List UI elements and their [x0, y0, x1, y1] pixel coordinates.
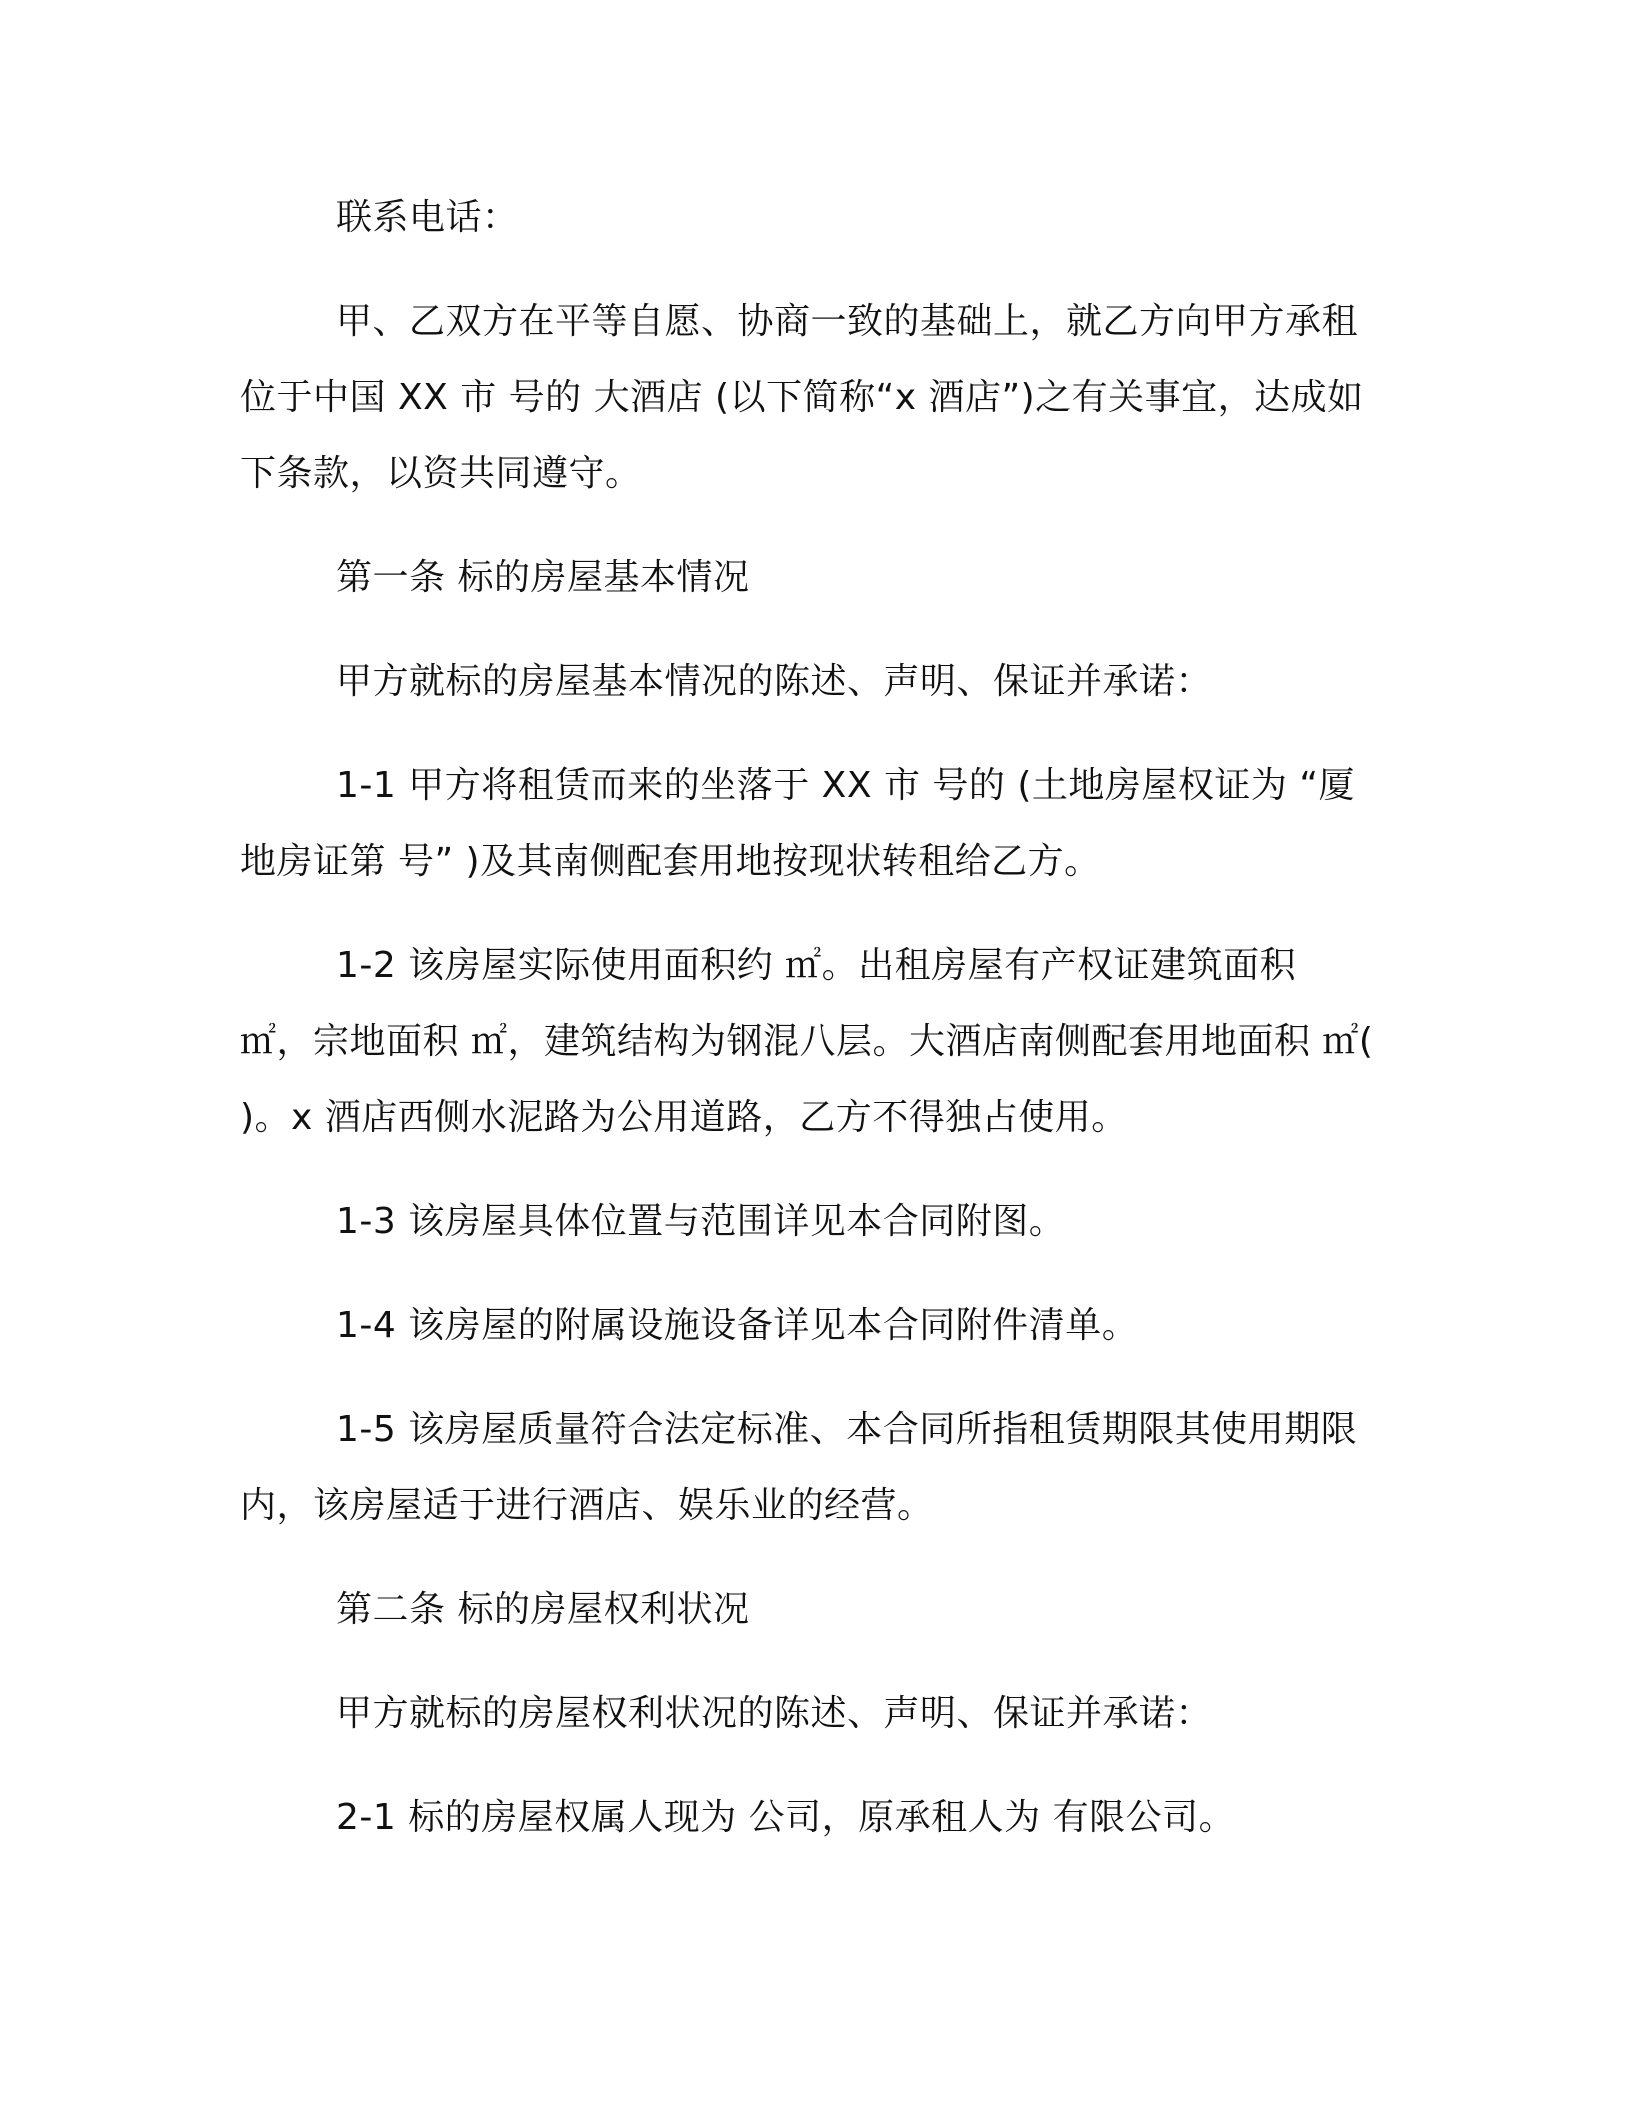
- contact-phone-line: 联系电话：: [336, 197, 519, 238]
- article-1-lead: 甲方就标的房屋基本情况的陈述、声明、保证并承诺：: [336, 661, 1213, 702]
- clause-2-1: 2-1 标的房屋权属人现为 公司，原承租人为 有限公司。: [336, 1797, 1236, 1838]
- clause-1-5: 1-5 该房屋质量符合法定标准、本合同所指租赁期限其使用期限内，该房屋适于进行酒店、娱乐业的经营。: [240, 1409, 1358, 1526]
- clause-1-4: 1-4 该房屋的附属设施设备详见本合同附件清单。: [336, 1305, 1139, 1346]
- clause-1-3: 1-3 该房屋具体位置与范围详见本合同附图。: [336, 1201, 1066, 1242]
- document-body: [240, 180, 1380, 1884]
- clause-1-2: 1-2 该房屋实际使用面积约 ㎡。出租房屋有产权证建筑面积 ㎡，宗地面积 ㎡，建筑结构为钢混八层。大酒店南侧配套用地面积 ㎡( )。x 酒店西侧水泥路为公用道路，乙方不得独占使用。: [240, 945, 1374, 1138]
- article-2-title: 第二条 标的房屋权利状况: [336, 1589, 750, 1630]
- clause-1-1: 1-1 甲方将租赁而来的坐落于 XX 市 号的 (土地房屋权证为 “厦地房证第 号” )及其南侧配套用地按现状转租给乙方。: [240, 765, 1355, 882]
- article-1-title: 第一条 标的房屋基本情况: [336, 557, 750, 598]
- intro-paragraph: 甲、乙双方在平等自愿、协商一致的基础上，就乙方向甲方承租位于中国 XX 市 号的 大酒店 (以下简称“x 酒店”)之有关事宜，达成如下条款，以资共同遵守。: [240, 301, 1364, 494]
- article-2-lead: 甲方就标的房屋权利状况的陈述、声明、保证并承诺：: [336, 1693, 1213, 1734]
